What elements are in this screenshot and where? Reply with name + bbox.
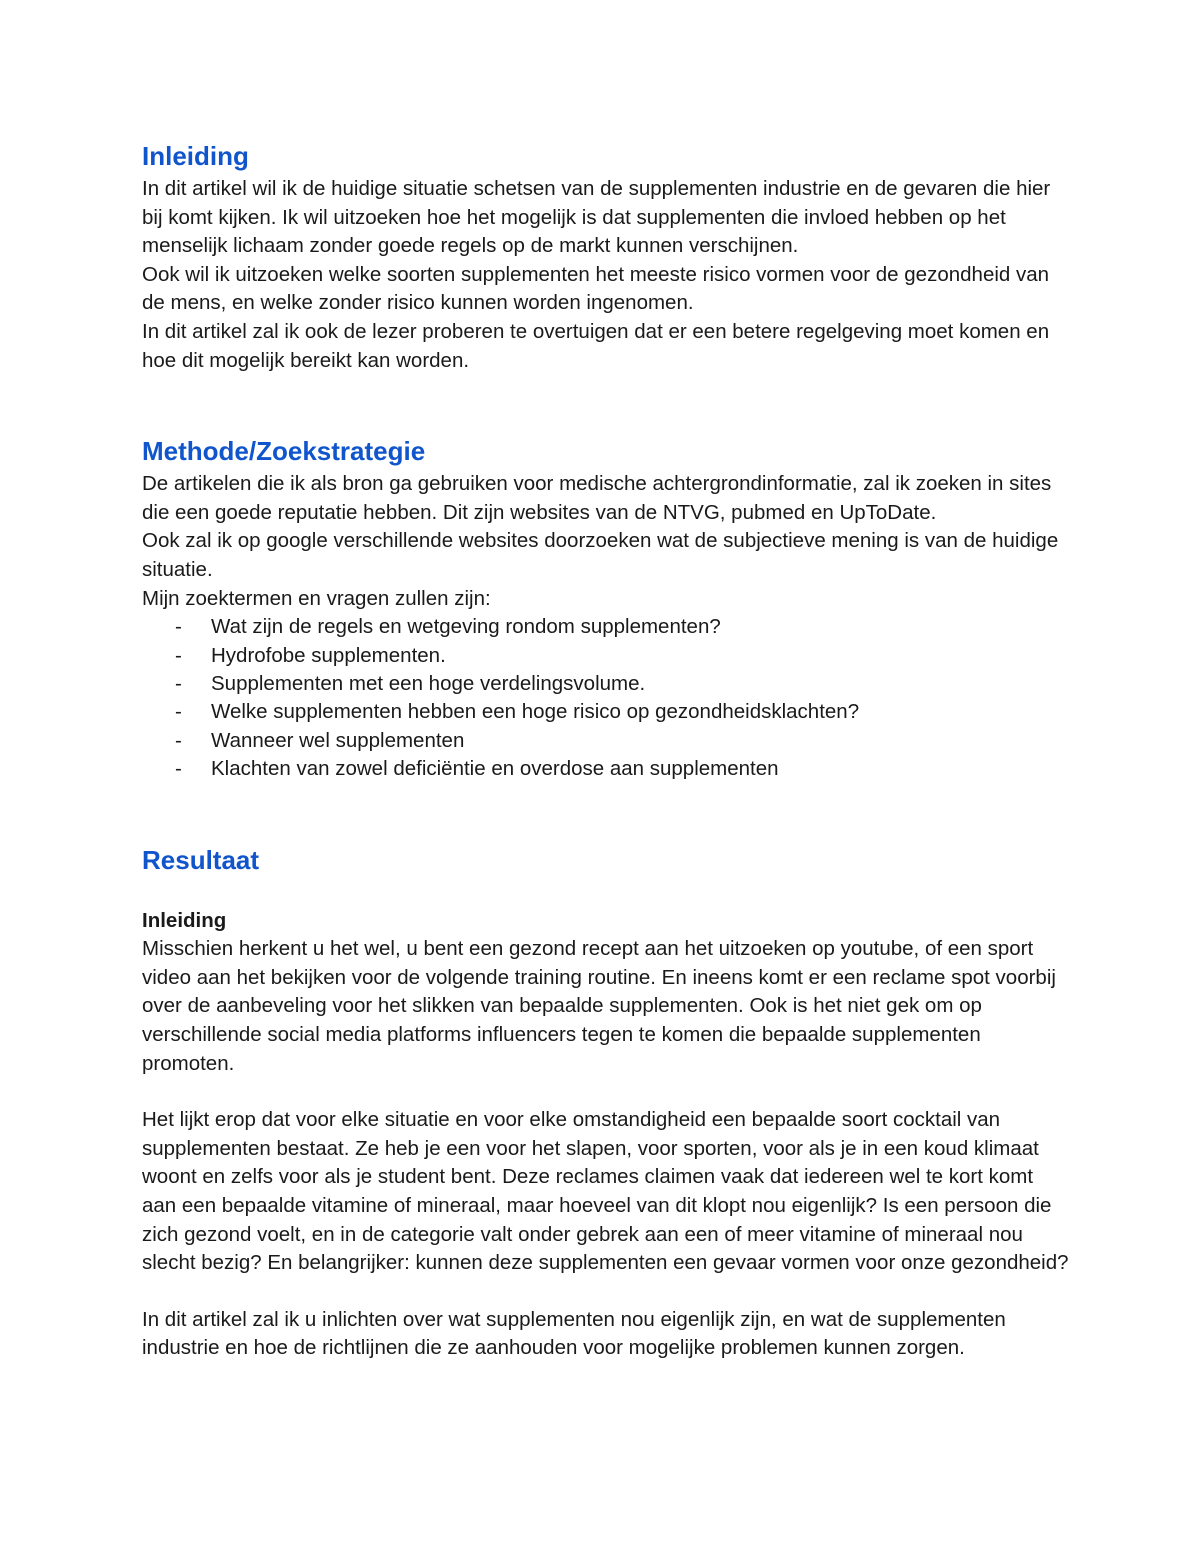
result-paragraph-1: Misschien herkent u het wel, u bent een gezond recept aan het uitzoeken op youtube, of een sport video aan het bekijken voor de volgende training routine. En ineens komt er een reclame spot voorbij over de aanbeveling voor het slikken van bepaalde supplementen. Ook is het niet gek om op verschillende social media platforms influencers tegen te komen die bepaalde supplementen promoten.	[142, 937, 1056, 1075]
list-item	[142, 727, 1072, 755]
list-dash: -	[175, 728, 182, 752]
heading-methode: Methode/Zoekstrategie	[142, 436, 426, 467]
section-spacer	[142, 375, 1072, 432]
list-item-text: Wanneer wel supplementen	[211, 728, 465, 752]
list-item	[142, 670, 1072, 698]
search-terms-list	[142, 613, 1072, 783]
list-item-text: Klachten van zowel deficiëntie en overdose aan supplementen	[211, 757, 779, 781]
intro-paragraph-2: Ook wil ik uitzoeken welke soorten supplementen het meeste risico vormen voor de gezondheid van de mens, en welke zonder risico kunnen worden ingenomen.	[142, 262, 1050, 315]
heading-resultaat: Resultaat	[142, 844, 260, 875]
intro-paragraph-1: In dit artikel wil ik de huidige situatie schetsen van de supplementen industrie en de gevaren die hier bij komt kijken. Ik wil uitzoeken hoe het mogelijk is dat supplementen die invloed hebben op het menselijk lichaam zonder goede regels op de markt kunnen verschijnen.	[142, 177, 1051, 258]
list-item-text: Supplementen met een hoge verdelingsvolume.	[211, 671, 646, 695]
list-dash: -	[175, 671, 182, 695]
heading-inleiding: Inleiding	[142, 141, 249, 171]
list-item	[142, 698, 1072, 726]
list-item-text: Welke supplementen hebben een hoge risico op gezondheidsklachten?	[211, 700, 860, 724]
list-item	[142, 755, 1072, 783]
intro-paragraph-3: In dit artikel zal ik ook de lezer proberen te overtuigen dat er een betere regelgeving moet komen en hoe dit mogelijk bereikt kan worden.	[142, 319, 1050, 372]
list-dash: -	[175, 643, 182, 667]
method-paragraph-3: Mijn zoektermen en vragen zullen zijn:	[142, 586, 491, 610]
section-spacer	[142, 784, 1072, 841]
list-dash: -	[175, 700, 182, 724]
paragraph-spacer	[142, 1278, 1072, 1306]
list-dash: -	[175, 615, 182, 639]
subheading-inleiding: Inleiding	[142, 908, 227, 932]
result-paragraph-2: Het lijkt erop dat voor elke situatie en voor elke omstandigheid een bepaalde soort cocktail van supplementen bestaat. Ze heb je een voor het slapen, voor sporten, voor als je in een koud klimaat woont en zelfs voor als je student bent. Deze reclames claimen vaak dat iedereen wel te kort komt aan een bepaalde vitamine of mineraal, maar hoeveel van dit klopt nou eigenlijk? Is een persoon die zich gezond voelt, en in de categorie valt onder gebrek aan een of meer vitamine of mineraal nou slecht bezig? En belangrijker: kunnen deze supplementen een gevaar vormen voor onze gezondheid?	[142, 1108, 1069, 1275]
subsection-spacer	[142, 879, 1072, 907]
result-paragraph-3: In dit artikel zal ik u inlichten over wat supplementen nou eigenlijk zijn, en wat de supplementen industrie en hoe de richtlijnen die ze aanhouden voor mogelijke problemen kunnen zorgen.	[142, 1307, 1006, 1360]
document-page	[142, 137, 1072, 1363]
method-paragraph-1: De artikelen die ik als bron ga gebruiken voor medische achtergrondinformatie, zal ik zoeken in sites die een goede reputatie hebben. Dit zijn websites van de NTVG, pubmed en UpToDate.	[142, 472, 1052, 524]
list-item	[142, 642, 1072, 670]
list-item	[142, 613, 1072, 641]
paragraph-spacer	[142, 1078, 1072, 1106]
list-item-text: Hydrofobe supplementen.	[211, 643, 446, 667]
list-dash: -	[175, 757, 182, 781]
method-paragraph-2: Ook zal ik op google verschillende websites doorzoeken wat de subjectieve mening is van de huidige situatie.	[142, 529, 1059, 581]
list-item-text: Wat zijn de regels en wetgeving rondom supplementen?	[211, 615, 721, 639]
